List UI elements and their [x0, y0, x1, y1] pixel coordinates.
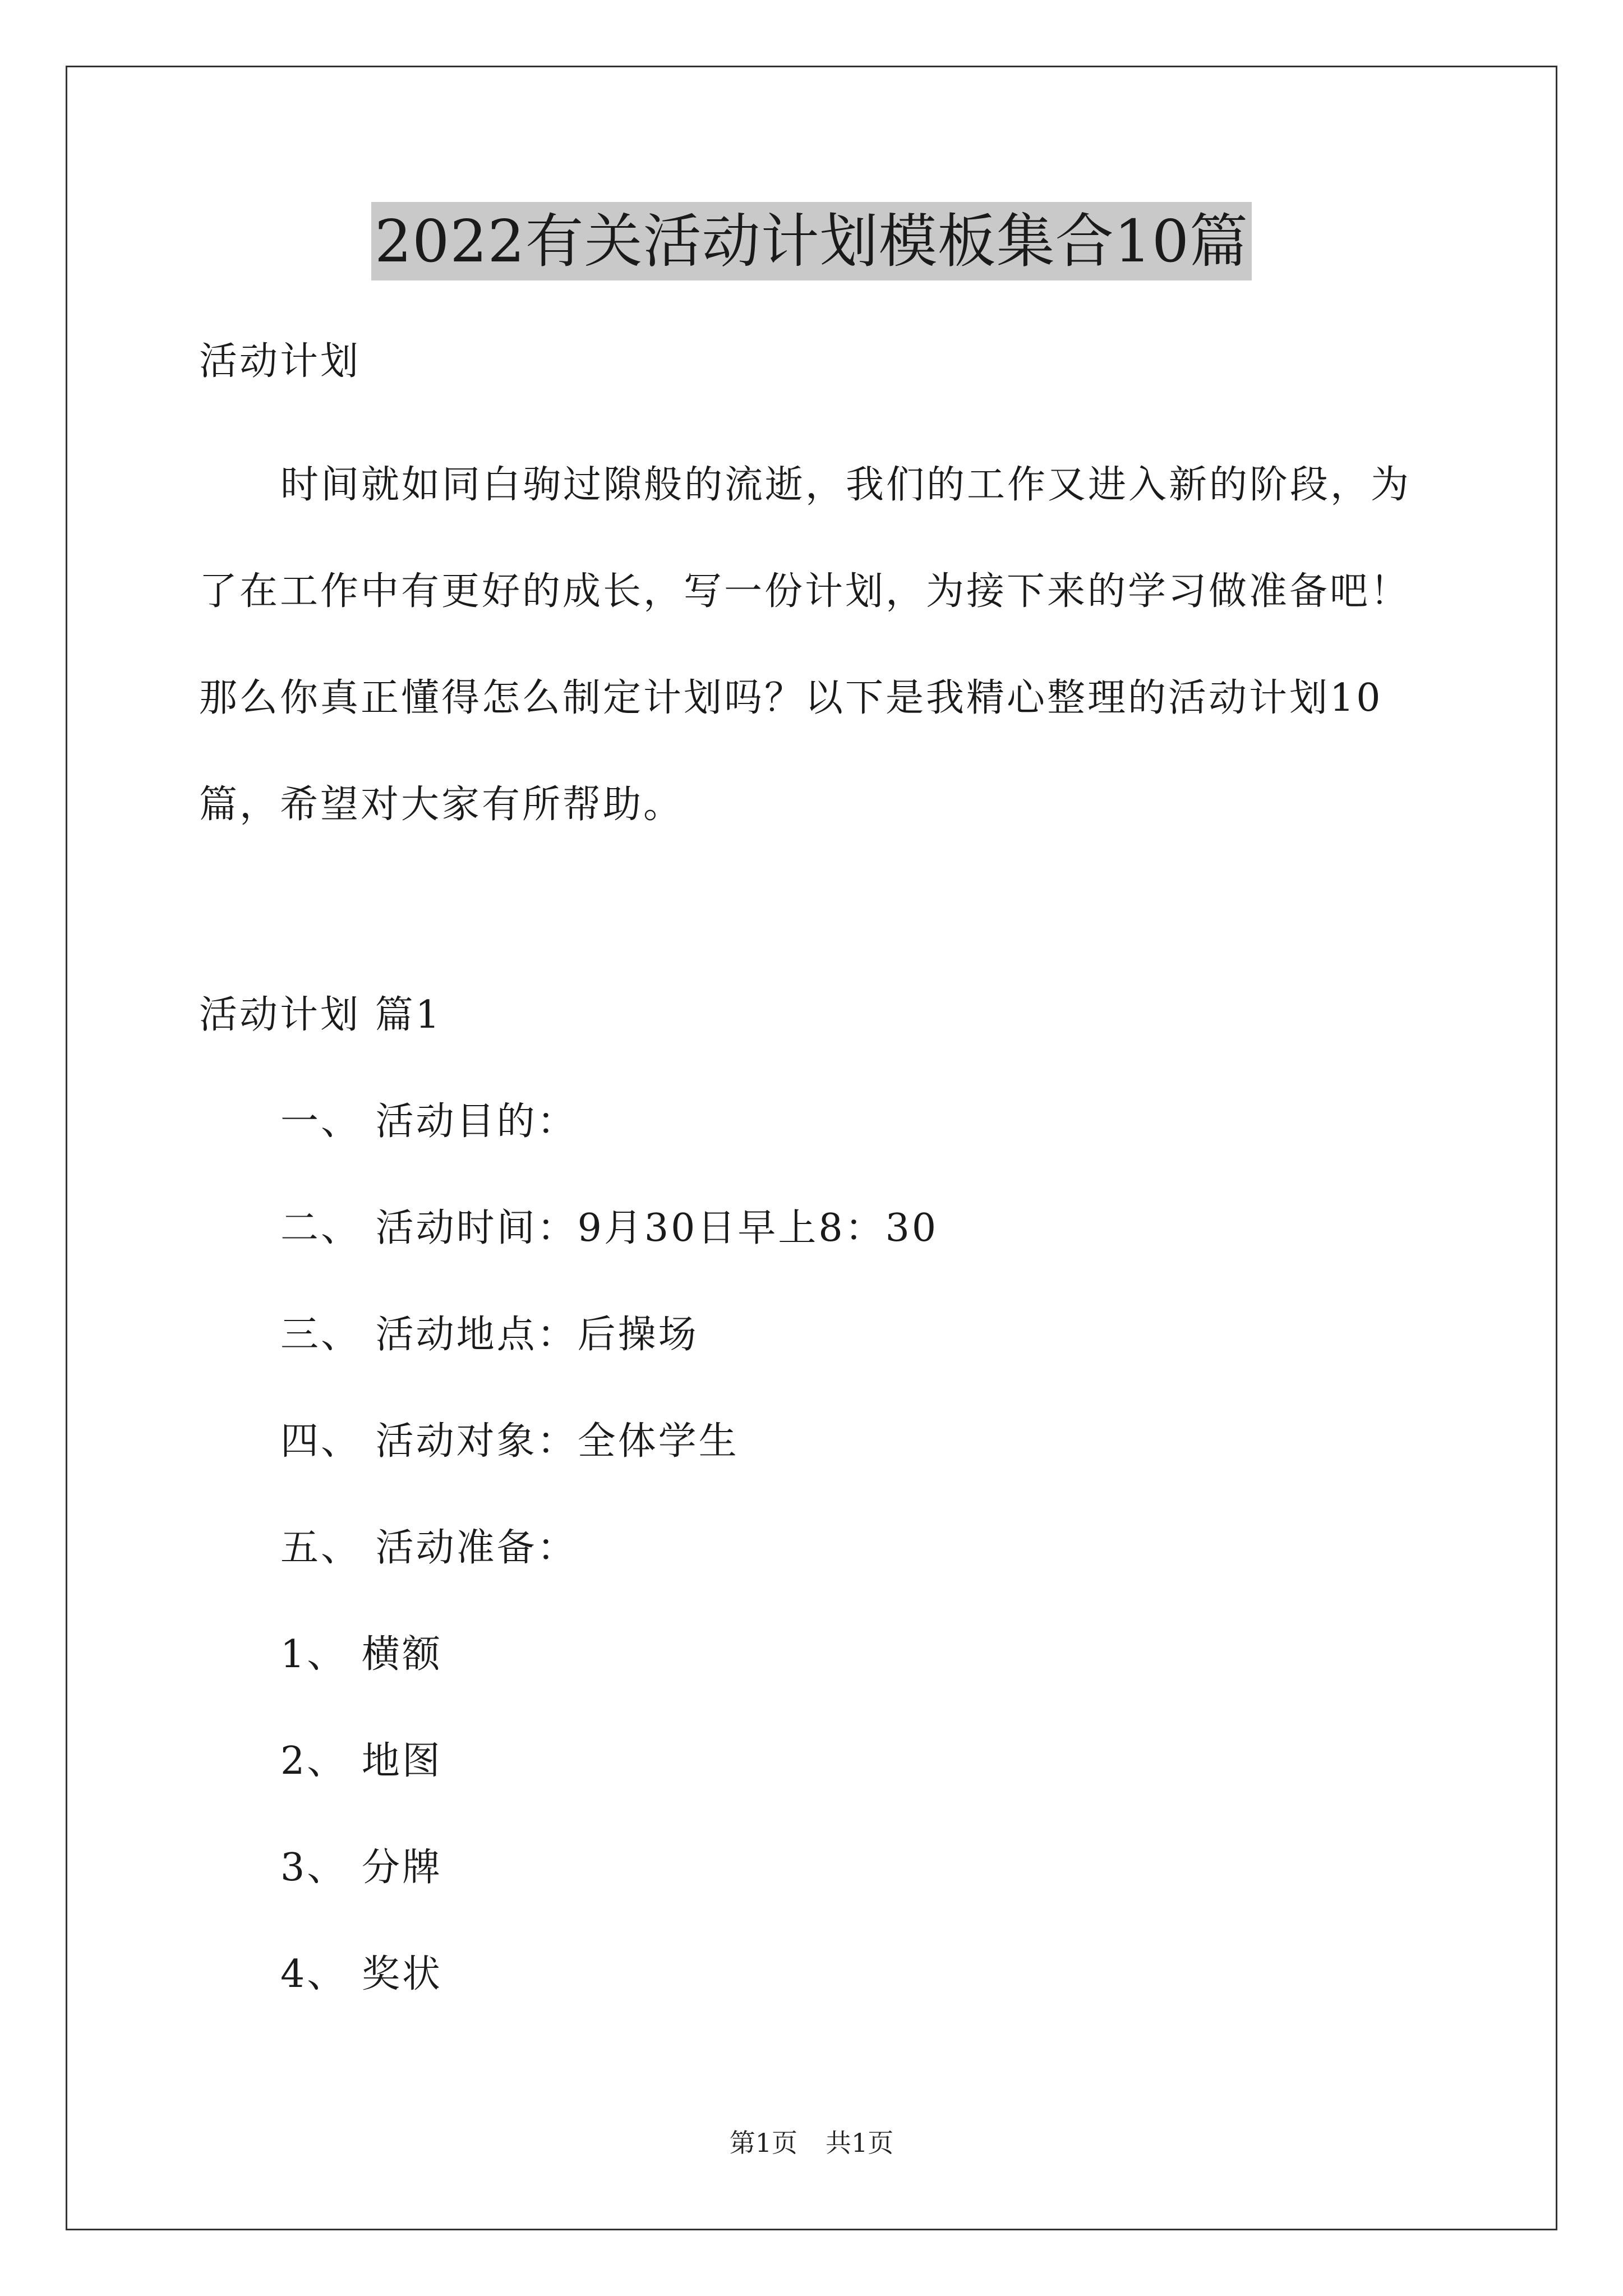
list-item: 1、 横额 [280, 1632, 442, 1677]
document-title: 2022有关活动计划模板集合10篇 [371, 202, 1252, 280]
list-item: 二、 活动时间：9月30日早上8：30 [280, 1206, 939, 1250]
list-item: 3、 分牌 [280, 1846, 442, 1890]
page-footer [0, 2126, 1623, 2160]
list-item: 4、 奖状 [280, 1952, 442, 1996]
intro-paragraph-line: 了在工作中有更好的成长，写一份计划，为接下来的学习做准备吧！ [199, 569, 1411, 614]
page-number: 第1页 [729, 2128, 797, 2158]
list-item: 四、 活动对象：全体学生 [280, 1419, 739, 1464]
page-total: 共1页 [826, 2128, 894, 2158]
title-container [0, 202, 1623, 280]
page-border [66, 66, 1557, 2230]
list-item: 一、 活动目的： [280, 1099, 578, 1144]
list-item: 三、 活动地点：后操场 [280, 1313, 699, 1357]
intro-heading: 活动计划 [199, 339, 361, 384]
intro-paragraph-line: 那么你真正懂得怎么制定计划吗？以下是我精心整理的活动计划10 [199, 676, 1383, 720]
intro-paragraph-line: 篇，希望对大家有所帮助。 [199, 783, 684, 827]
list-item: 五、 活动准备： [280, 1526, 578, 1570]
section-heading: 活动计划 篇1 [199, 993, 442, 1037]
list-item: 2、 地图 [280, 1739, 442, 1783]
intro-paragraph-line: 时间就如同白驹过隙般的流逝，我们的工作又进入新的阶段，为 [280, 463, 1412, 507]
